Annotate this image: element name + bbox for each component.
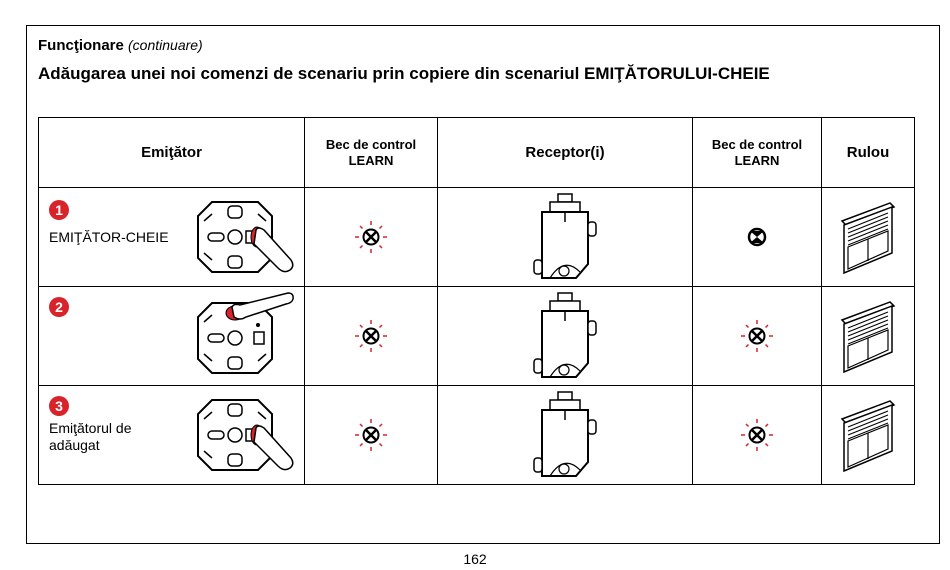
keypad-icon [196, 394, 298, 476]
col-header-learn-lamp-2 [693, 118, 822, 188]
step-badge: 2 [49, 297, 69, 317]
procedure-title: Adăugarea unei noi comenzi de scenariu prin copiere din scenariul EMIŢĂTORULUI-CHEIE [38, 64, 770, 83]
emitter-label-line1: Emiţătorul de [49, 420, 132, 436]
step-badge: 3 [49, 396, 69, 416]
col-header-learn2-line1: Bec de control [711, 136, 803, 152]
receiver-icon [530, 390, 600, 480]
emitter-label [49, 420, 131, 454]
learn-lamp-cell [305, 287, 438, 386]
emitter-label-line2: adăugat [49, 437, 100, 453]
learn-lamp-cell [693, 386, 822, 485]
col-header-receiver: Receptor(i) [438, 118, 693, 188]
section-heading [38, 37, 203, 54]
learn-lamp-cell [305, 386, 438, 485]
receiver-icon [530, 291, 600, 381]
table-row [39, 287, 915, 386]
col-header-shutter: Rulou [822, 118, 915, 188]
section-continued: (continuare) [128, 37, 203, 53]
col-header-learn1-line2: LEARN [348, 152, 394, 168]
roller-shutter-icon [838, 393, 898, 477]
keypad-icon [196, 196, 298, 278]
roller-shutter-icon [838, 294, 898, 378]
emitter-cell [39, 386, 305, 485]
table-row [39, 188, 915, 287]
emitter-cell [39, 287, 305, 386]
learn-lamp-steady-icon [737, 217, 777, 257]
col-header-learn2-line2: LEARN [734, 152, 780, 168]
learn-lamp-blinking-icon [737, 316, 777, 356]
receiver-icon [530, 192, 600, 282]
emitter-label-line1: EMIŢĂTOR-CHEIE [49, 229, 169, 245]
learn-lamp-blinking-icon [351, 217, 391, 257]
emitter-label [49, 229, 169, 246]
learn-lamp-blinking-icon [351, 316, 391, 356]
receiver-cell [438, 386, 693, 485]
learn-lamp-blinking-icon [351, 415, 391, 455]
receiver-cell [438, 188, 693, 287]
procedure-table [38, 117, 915, 485]
section-title: Funcţionare [38, 37, 124, 54]
emitter-cell [39, 188, 305, 287]
col-header-learn-lamp-1 [305, 118, 438, 188]
table-row [39, 386, 915, 485]
shutter-cell [822, 287, 915, 386]
receiver-cell [438, 287, 693, 386]
learn-lamp-cell [305, 188, 438, 287]
col-header-emitter: Emiţător [39, 118, 305, 188]
keypad-icon [196, 291, 298, 381]
learn-lamp-blinking-icon [737, 415, 777, 455]
step-badge: 1 [49, 200, 69, 220]
table-header-row [39, 118, 915, 188]
roller-shutter-icon [838, 195, 898, 279]
learn-lamp-cell [693, 287, 822, 386]
shutter-cell [822, 188, 915, 287]
learn-lamp-cell [693, 188, 822, 287]
page-number: 162 [463, 551, 487, 567]
shutter-cell [822, 386, 915, 485]
col-header-learn1-line1: Bec de control [325, 136, 417, 152]
